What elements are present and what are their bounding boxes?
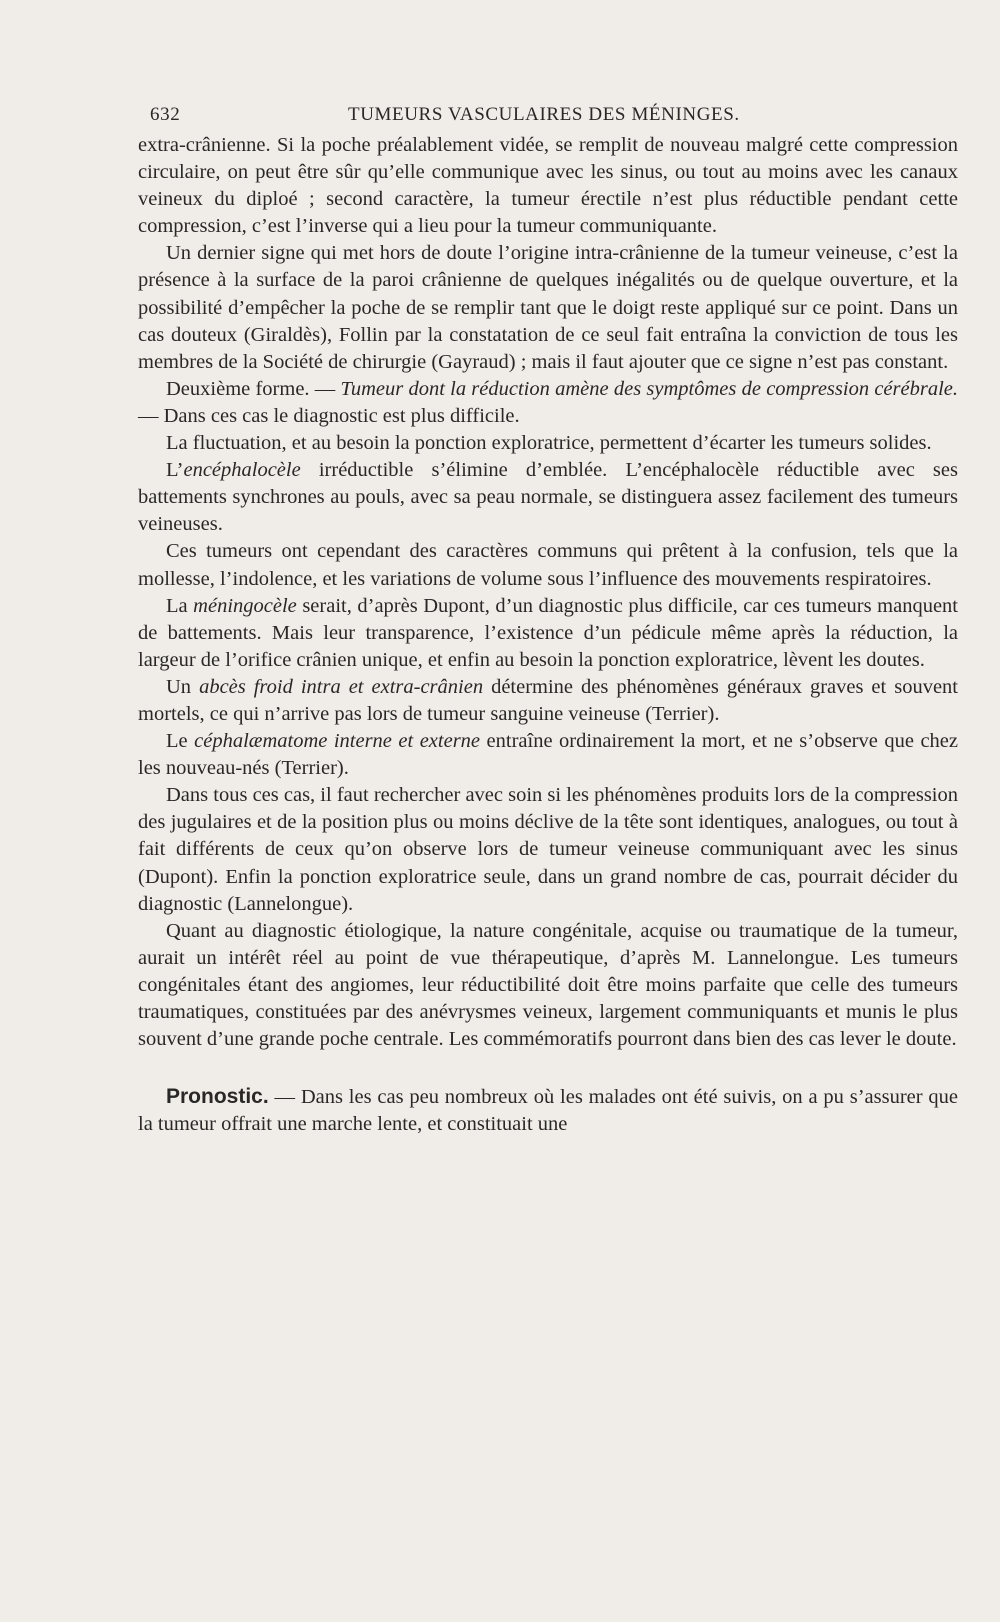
paragraph-tail: détermine des phénomènes généraux graves et souvent mortels, ce qui n’arrive pas lors de tumeur sanguine veineuse (Terrier). bbox=[138, 675, 958, 725]
paragraph: extra-crânienne. Si la poche préalablement vidée, se remplit de nouveau malgré cette compression circulaire, on peut être sûr qu’elle communique avec les sinus, ou tout au moins avec les canaux veineux du diploé ; second caractère, la tumeur érectile n’est plus réductible pendant cette compression, c’est l’inverse qui a lieu pour la tumeur communiquante. bbox=[138, 134, 958, 238]
italic-term: céphalæmatome interne et externe bbox=[194, 730, 481, 753]
italic-term: encéphalocèle bbox=[183, 459, 301, 482]
paragraph bbox=[138, 593, 958, 674]
paragraph-tail: — Dans ces cas le diagnostic est plus difficile. bbox=[138, 404, 520, 427]
page-number: 632 bbox=[150, 104, 181, 125]
italic-term: méningocèle bbox=[193, 594, 297, 617]
paragraph-lead: La bbox=[166, 594, 194, 617]
paragraph bbox=[138, 376, 958, 430]
paragraph-lead: L’ bbox=[166, 459, 184, 482]
paragraph: Dans tous ces cas, il faut rechercher avec soin si les phénomènes produits lors de la compression des jugulaires et de la position plus ou moins déclive de la tête sont identiques, analogues, ou tout à fait différents de ceux qu’on observe lors de tumeur veineuse communiquant avec les sinus (Dupont). Enfin la ponction exploratrice seule, dans un grand nombre de cas, pourrait décider du diagnostic (Lannelongue). bbox=[138, 784, 958, 915]
paragraph bbox=[138, 728, 958, 782]
paragraph: Un dernier signe qui met hors de doute l’origine intra-crânienne de la tumeur veineuse, c’est la présence à la surface de la paroi crânienne de quelques inégalités ou de quelque ouverture, et la possibilité d’empêcher la poche de se remplir tant que le doigt reste appliqué sur ce point. Dans un cas douteux (Giraldès), Follin par la constatation de ce seul fait entraîna la conviction de tous les membres de la Société de chirurgie (Gayraud) ; mais il faut ajouter que ce signe n’est pas constant. bbox=[138, 242, 958, 373]
paragraph-tail: serait, d’après Dupont, d’un diagnostic plus difficile, car ces tumeurs manquent de battements. Mais leur transparence, l’existence d’un pédicule même après la réduction, la largeur de l’orifice crânien unique, et enfin au besoin la ponction exploratrice, lèvent les doutes. bbox=[138, 594, 958, 671]
paragraph-tail: entraîne ordinairement la mort, et ne s’observe que chez les nouveau-nés (Terrier). bbox=[138, 730, 958, 780]
section-heading: Pronostic. bbox=[166, 1085, 269, 1109]
section-spacer bbox=[138, 1053, 958, 1083]
paragraph: Ces tumeurs ont cependant des caractères communs qui prêtent à la confusion, tels que la mollesse, l’indolence, et les variations de volume sous l’influence des mouvements respiratoires. bbox=[138, 540, 958, 590]
page-body bbox=[138, 132, 958, 1138]
paragraph bbox=[138, 457, 958, 538]
paragraph: Quant au diagnostic étiologique, la nature congénitale, acquise ou traumatique de la tumeur, aurait un intérêt réel au point de vue thérapeutique, d’après M. Lannelongue. Les tumeurs congénitales étant des angiomes, leur réductibilité doit être moins parfaite que celle des tumeurs traumatiques, constituées par des anévrysmes veineux, largement communiquants et munis le plus souvent d’une grande poche centrale. Les commémoratifs pourront dans bien des cas lever le doute. bbox=[138, 919, 958, 1051]
italic-term: abcès froid intra et extra-crânien bbox=[199, 675, 484, 698]
paragraph-tail: irréductible s’élimine d’emblée. L’encéphalocèle réductible avec ses battements synchrones au pouls, avec sa peau normale, se distinguera assez facilement des tumeurs veineuses. bbox=[138, 459, 958, 536]
paragraph bbox=[138, 674, 958, 728]
paragraph: La fluctuation, et au besoin la ponction exploratrice, permettent d’écarter les tumeurs solides. bbox=[166, 432, 932, 455]
paragraph-lead: Un bbox=[166, 675, 200, 698]
paragraph-lead: Deuxième forme. — bbox=[166, 377, 341, 400]
section-text: — Dans les cas peu nombreux où les malades ont été suivis, on a pu s’assurer que la tumeur offrait une marche lente, et constituait une bbox=[138, 1086, 958, 1136]
running-title: TUMEURS VASCULAIRES DES MÉNINGES. bbox=[348, 104, 740, 125]
paragraph-lead: Le bbox=[166, 730, 195, 753]
section-paragraph bbox=[138, 1083, 958, 1138]
italic-phrase: Tumeur dont la réduction amène des symptômes de compression cérébrale. bbox=[340, 377, 958, 400]
